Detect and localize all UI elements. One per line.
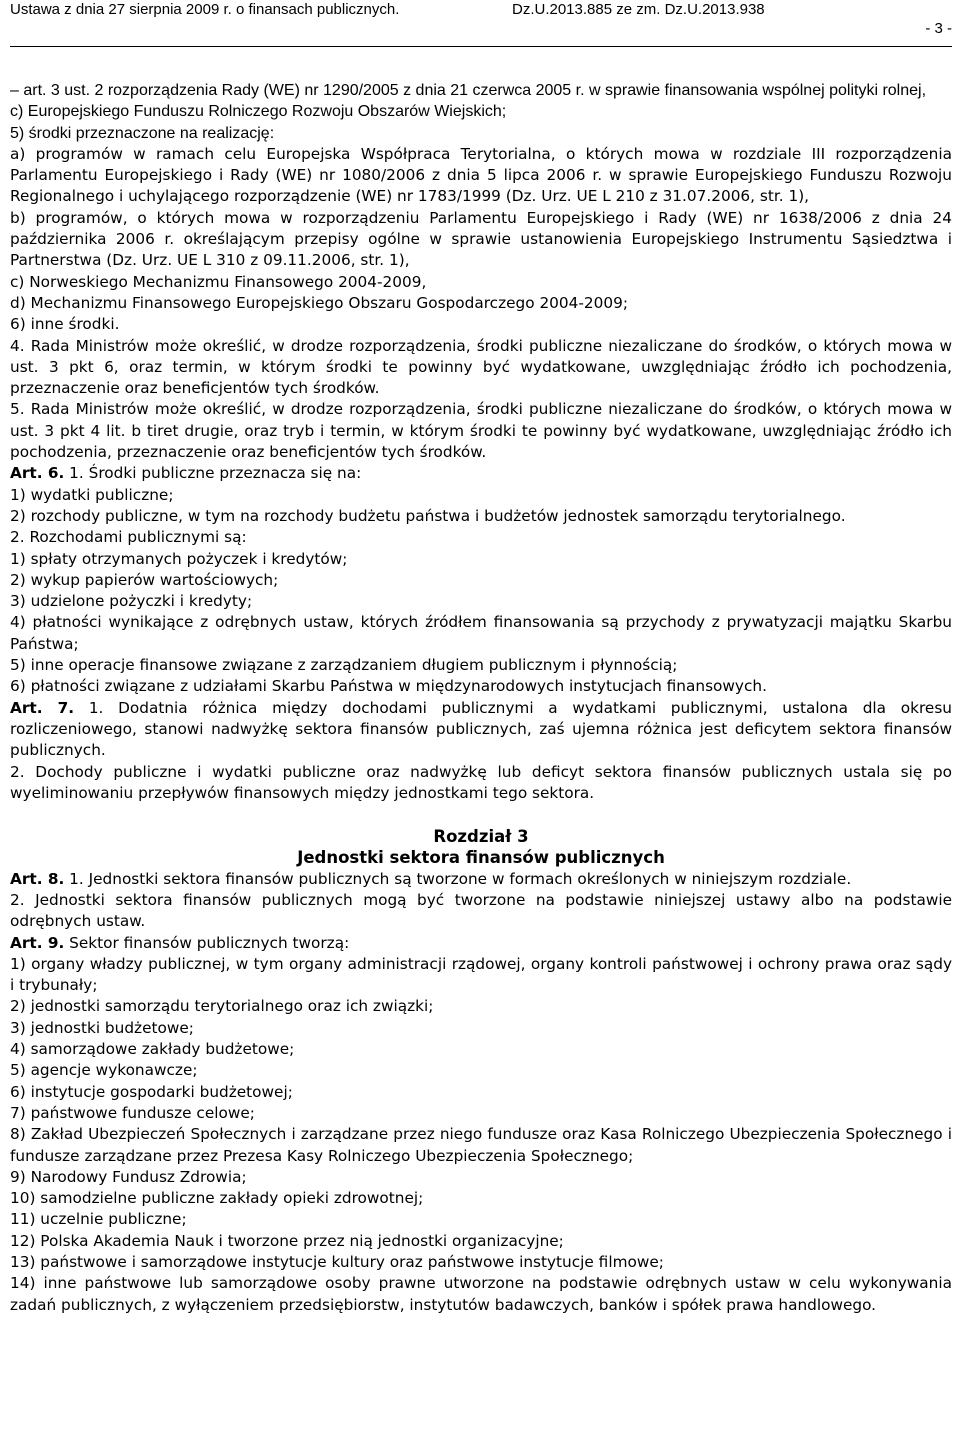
list-item: 8) Zakład Ubezpieczeń Społecznych i zarządzane przez niego fundusze oraz Kasa Rolniczego Ubezpieczenia Społecznego i fundusze zarządzane przez Prezesa Kasy Rolniczego Ubezpieczenia Społecznego; (10, 1125, 952, 1165)
article-label: Art. 8. (10, 869, 65, 888)
article-text: Sektor finansów publicznych tworzą: (64, 933, 350, 952)
list-item: 5) agencje wykonawcze; (10, 1061, 198, 1080)
paragraph: 5. Rada Ministrów może określić, w drodze rozporządzenia, środki publiczne niezaliczane do środków, o których mowa w ust. 3 pkt 4 lit. b tiret drugie, oraz tryb i termin, w którym środki te powinny być wydatkowane, uwzględniając źródło ich pochodzenia, przeznaczenie oraz beneficjentów tych środków. (10, 400, 952, 462)
list-item: 3) jednostki budżetowe; (10, 1018, 194, 1037)
article-label: Art. 9. (10, 933, 65, 952)
chapter-number: Rozdział 3 (433, 827, 529, 847)
list-item: 7) państwowe fundusze celowe; (10, 1103, 255, 1122)
header-page-number: - 3 - (925, 20, 952, 37)
list-item: 4) płatności wynikające z odrębnych ustaw, których źródłem finansowania są przychody z prywatyzacji majątku Skarbu Państwa; (10, 613, 952, 653)
article-6 (10, 463, 952, 484)
list-item: 2) jednostki samorządu terytorialnego oraz ich związki; (10, 997, 434, 1016)
paragraph: c) Norweskiego Mechanizmu Finansowego 2004-2009, (10, 272, 427, 291)
article-9 (10, 933, 952, 954)
paragraph: c) Europejskiego Funduszu Rolniczego Rozwoju Obszarów Wiejskich; (10, 103, 507, 121)
paragraph: a) programów w ramach celu Europejska Współpraca Terytorialna, o których mowa w rozdziale III rozporządzenia Parlamentu Europejskiego i Rady (WE) nr 1080/2006 z dnia 5 lipca 2006 r. w sprawie Europejskiego Funduszu Rozwoju Regionalnego i uchylającego rozporządzenie (WE) nr 1783/1999 (Dz. Urz. UE L 210 z 31.07.2006, str. 1), (10, 144, 952, 206)
list-item: 13) państwowe i samorządowe instytucje kultury oraz państwowe instytucje filmowe; (10, 1253, 664, 1272)
paragraph: 4. Rada Ministrów może określić, w drodze rozporządzenia, środki publiczne niezaliczane do środków, o których mowa w ust. 3 pkt 6, oraz termin, w którym środki te powinny być wydatkowane, uwzględniając źródło ich pochodzenia, przeznaczenie oraz beneficjentów tych środków. (10, 336, 952, 398)
list-item: 6) instytucje gospodarki budżetowej; (10, 1082, 293, 1101)
list-item: 6) płatności związane z udziałami Skarbu Państwa w międzynarodowych instytucjach finansowych. (10, 677, 767, 696)
list-item: 2) rozchody publiczne, w tym na rozchody budżetu państwa i budżetów jednostek samorządu terytorialnego. (10, 506, 846, 525)
document-body (10, 80, 952, 1316)
list-item: 3) udzielone pożyczki i kredyty; (10, 592, 253, 611)
list-item: 14) inne państwowe lub samorządowe osoby prawne utworzone na podstawie odrębnych ustaw w celu wykonywania zadań publicznych, z wyłączeniem przedsiębiorstw, instytutów badawczych, banków i spółek prawa handlowego. (10, 1274, 952, 1314)
header-journal-reference: Dz.U.2013.885 ze zm. Dz.U.2013.938 (512, 1, 765, 18)
paragraph: – art. 3 ust. 2 rozporządzenia Rady (WE) nr 1290/2005 z dnia 21 czerwca 2005 r. w sprawie finansowania wspólnej polityki rolnej, (10, 82, 927, 99)
list-item: 2) wykup papierów wartościowych; (10, 570, 279, 589)
running-header (10, 0, 952, 42)
header-divider (10, 46, 952, 47)
list-item: 1) organy władzy publicznej, w tym organy administracji rządowej, organy kontroli państwowej i ochrony prawa oraz sądy i trybunały; (10, 954, 952, 995)
list-item: 4) samorządowe zakłady budżetowe; (10, 1040, 295, 1059)
article-7 (10, 698, 952, 762)
paragraph: 2. Dochody publiczne i wydatki publiczne oraz nadwyżkę lub deficyt sektora finansów publicznych ustala się po wyeliminowaniu przepływów finansowych między jednostkami tego sektora. (10, 762, 952, 802)
paragraph: d) Mechanizmu Finansowego Europejskiego Obszaru Gospodarczego 2004-2009; (10, 293, 628, 312)
article-label: Art. 7. (10, 698, 75, 717)
article-text: 1. Środki publiczne przeznacza się na: (64, 464, 362, 483)
article-label: Art. 6. (10, 464, 65, 483)
list-item: 1) spłaty otrzymanych pożyczek i kredytów; (10, 549, 348, 568)
header-act-title: Ustawa z dnia 27 sierpnia 2009 r. o finansach publicznych. (10, 1, 400, 18)
list-item: 9) Narodowy Fundusz Zdrowia; (10, 1167, 247, 1186)
list-item: 11) uczelnie publiczne; (10, 1210, 187, 1229)
paragraph: 6) inne środki. (10, 315, 120, 334)
list-item: 5) inne operacje finansowe związane z zarządzaniem długiem publicznym i płynnością; (10, 656, 678, 675)
paragraph: 5) środki przeznaczone na realizację: (10, 124, 275, 142)
paragraph: b) programów, o których mowa w rozporządzeniu Parlamentu Europejskiego i Rady (WE) nr 1638/2006 z dnia 24 października 2006 r. określającym przepisy ogólne w sprawie ustanowienia Europejskiego Instrumentu Sąsiedztwa i Partnerstwa (Dz. Urz. UE L 310 z 09.11.2006, str. 1), (10, 208, 952, 270)
list-item: 10) samodzielne publiczne zakłady opieki zdrowotnej; (10, 1189, 424, 1208)
chapter-title: Jednostki sektora finansów publicznych (297, 848, 665, 868)
paragraph: 2. Jednostki sektora finansów publicznych mogą być tworzone na podstawie niniejszej ustawy albo na podstawie odrębnych ustaw. (10, 890, 952, 931)
article-8 (10, 869, 952, 890)
article-text: 1. Jednostki sektora finansów publicznych są tworzone w formach określonych w niniejszym rozdziale. (64, 869, 852, 888)
list-item: 1) wydatki publiczne; (10, 485, 174, 504)
list-item: 12) Polska Akademia Nauk i tworzone przez nią jednostki organizacyjne; (10, 1231, 564, 1250)
section-spacer (10, 804, 952, 826)
list-item: 2. Rozchodami publicznymi są: (10, 528, 247, 547)
article-text: 1. Dodatnia różnica między dochodami publicznymi a wydatkami publicznymi, ustalona dla okresu rozliczeniowego, stanowi nadwyżkę sektora finansów publicznych, zaś ujemna różnica jest deficytem sektora finansów publicznych. (10, 698, 952, 760)
